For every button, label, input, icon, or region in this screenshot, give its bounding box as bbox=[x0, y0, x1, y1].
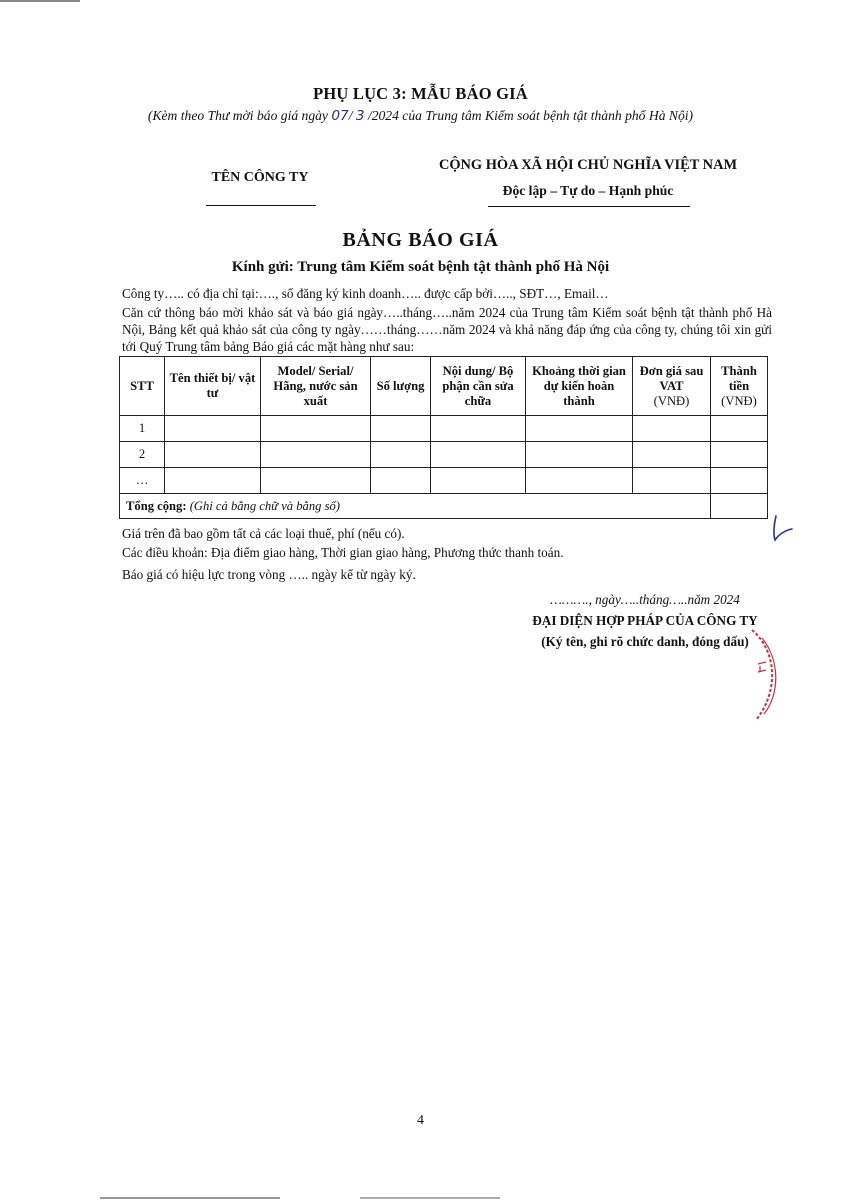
cell-empty bbox=[165, 416, 261, 442]
cell-empty bbox=[371, 442, 431, 468]
table-row bbox=[120, 468, 768, 494]
subtitle-after: /2024 của Trung tâm Kiểm soát bệnh tật thành phố Hà Nội) bbox=[367, 108, 694, 123]
appendix-subtitle: (Kèm theo Thư mời báo giá ngày 07/ 3 /2024 của Trung tâm Kiểm soát bệnh tật thành phố Hà Nội) bbox=[147, 108, 694, 124]
cell-empty bbox=[431, 416, 526, 442]
cell-empty bbox=[371, 416, 431, 442]
header-duration: Khoảng thời gian dự kiến hoàn thành bbox=[526, 357, 633, 416]
national-motto: Độc lập – Tự do – Hạnh phúc bbox=[502, 183, 674, 198]
total-label-cell bbox=[120, 494, 711, 519]
header-total-label: Thành tiền bbox=[721, 363, 757, 393]
scan-edge-line bbox=[0, 0, 80, 2]
cell-empty bbox=[261, 416, 371, 442]
header-total-currency: (VNĐ) bbox=[721, 393, 757, 408]
cell-empty bbox=[711, 416, 768, 442]
company-underline bbox=[206, 205, 316, 206]
subtitle-before: (Kèm theo Thư mời báo giá ngày bbox=[147, 108, 328, 123]
cell-empty bbox=[711, 468, 768, 494]
row-stt: 1 bbox=[120, 416, 165, 442]
header-stt: STT bbox=[120, 357, 165, 416]
cell-empty bbox=[431, 442, 526, 468]
appendix-title: PHỤ LỤC 3: MẪU BÁO GIÁ bbox=[313, 84, 528, 103]
header-quantity: Số lượng bbox=[371, 357, 431, 416]
cell-empty bbox=[526, 416, 633, 442]
cell-empty bbox=[165, 442, 261, 468]
cell-empty bbox=[633, 416, 711, 442]
cell-empty bbox=[261, 468, 371, 494]
cell-empty bbox=[371, 468, 431, 494]
table-total-row bbox=[120, 494, 768, 519]
company-intro-line: Công ty….. có địa chỉ tại:…., số đăng ký kinh doanh….. được cấp bởi….., SĐT…, Email… bbox=[122, 286, 609, 301]
national-title: CỘNG HÒA XÃ HỘI CHỦ NGHĨA VIỆT NAM bbox=[438, 157, 738, 173]
header-device: Tên thiết bị/ vật tư bbox=[165, 357, 261, 416]
table-row bbox=[120, 416, 768, 442]
table-row bbox=[120, 442, 768, 468]
cell-empty bbox=[261, 442, 371, 468]
scan-edge-line bbox=[360, 1197, 500, 1199]
note-validity: Báo giá có hiệu lực trong vòng ….. ngày kể từ ngày ký. bbox=[122, 567, 416, 582]
handwritten-day: 07 bbox=[331, 108, 349, 124]
total-value-cell bbox=[711, 494, 768, 519]
header-repair: Nội dung/ Bộ phận cần sửa chữa bbox=[431, 357, 526, 416]
header-total bbox=[711, 357, 768, 416]
handwritten-initial-mark bbox=[770, 512, 800, 544]
cell-empty bbox=[165, 468, 261, 494]
row-stt: 2 bbox=[120, 442, 165, 468]
cell-empty bbox=[633, 468, 711, 494]
signature-instruction: (Ký tên, ghi rõ chức danh, đóng dấu) bbox=[541, 634, 749, 649]
red-stamp-edge bbox=[742, 628, 787, 728]
cell-empty bbox=[711, 442, 768, 468]
cell-empty bbox=[526, 442, 633, 468]
page-number: 4 bbox=[417, 1113, 424, 1128]
quote-table bbox=[119, 356, 768, 519]
header-unit-price-label: Đơn giá sau VAT bbox=[639, 363, 704, 393]
header-unit-price-currency: (VNĐ) bbox=[653, 393, 690, 408]
quote-title: BẢNG BÁO GIÁ bbox=[342, 229, 499, 251]
company-name-label: TÊN CÔNG TY bbox=[211, 170, 309, 185]
handwritten-month: 3 bbox=[355, 108, 365, 124]
header-unit-price bbox=[633, 357, 711, 416]
motto-underline bbox=[488, 206, 690, 207]
total-label: Tổng cộng: bbox=[126, 498, 187, 513]
signature-representative: ĐẠI DIỆN HỢP PHÁP CỦA CÔNG TY bbox=[532, 613, 758, 628]
scan-edge-line bbox=[100, 1197, 280, 1199]
header-model: Model/ Serial/ Hãng, nước sản xuất bbox=[261, 357, 371, 416]
note-tax: Giá trên đã bao gồm tất cả các loại thuế, phí (nếu có). bbox=[122, 526, 405, 541]
note-terms: Các điều khoản: Địa điểm giao hàng, Thời gian giao hàng, Phương thức thanh toán. bbox=[122, 545, 564, 560]
cell-empty bbox=[526, 468, 633, 494]
basis-paragraph: Căn cứ thông báo mời khảo sát và báo giá ngày…..tháng…..năm 2024 của Trung tâm Kiểm soát bệnh tật thành phố Hà Nội, Bảng kết quả khảo sát của công ty ngày……tháng……năm 2024 và khả năng đáp ứng của công ty, chúng tôi xin gửi tới Quý Trung tâm bảng Báo giá các mặt hàng như sau: bbox=[122, 305, 772, 354]
row-stt: … bbox=[120, 468, 165, 494]
table-header-row bbox=[120, 357, 768, 416]
cell-empty bbox=[633, 442, 711, 468]
cell-empty bbox=[431, 468, 526, 494]
signature-date-line: ………., ngày…..tháng…..năm 2024 bbox=[550, 592, 740, 607]
recipient-line: Kính gửi: Trung tâm Kiểm soát bệnh tật thành phố Hà Nội bbox=[231, 259, 610, 275]
total-note: (Ghi cả bằng chữ và bằng số) bbox=[189, 498, 340, 513]
